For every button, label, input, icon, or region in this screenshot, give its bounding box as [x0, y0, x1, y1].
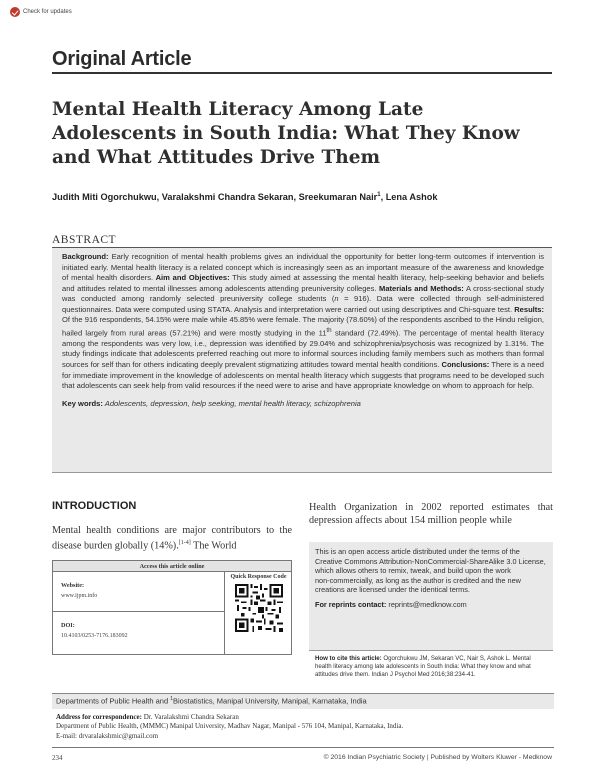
- website-row: [53, 572, 225, 612]
- qr-code-icon[interactable]: [235, 584, 283, 632]
- website-label: Website:: [61, 582, 85, 589]
- check-for-updates-badge[interactable]: [10, 7, 72, 17]
- introduction-text: [52, 524, 292, 552]
- authors-part-2: , Lena Ashok: [380, 192, 438, 203]
- methods-text-1: A cross‑sectional study was conducted among randomly selected preuniversity college students (: [62, 283, 545, 304]
- authors-affiliation-mark: 1: [377, 192, 381, 198]
- affiliation-bar: [52, 693, 554, 709]
- footer-rule: [52, 747, 554, 748]
- doi-label: DOI:: [61, 622, 75, 629]
- conclusions-label: Conclusions:: [439, 359, 490, 369]
- introduction-text-1: Mental health conditions are major contributors to the disease burden globally (14%).: [52, 525, 292, 552]
- abstract-text: [62, 252, 544, 392]
- license-text: This is an open access article distributed under the terms of the Creative Commons Attribution‑NonCommercial‑ShareAlike 3.0 License, which allows others to remix, tweak, and build upon the work non‑commercially, as long as the author is credited and the new creations are licensed under the identical terms.: [315, 547, 546, 595]
- access-box-details: [53, 572, 225, 654]
- results-text-1: Of the 916 respondents, 54.15% were male while 45.85% were female. The majority (78.60%) of the respondents ascribed to the Hindu religion, hailed largely from rural areas (57.21%) and were mostly studying in the 11: [62, 315, 544, 338]
- keywords-values: Adolescents, depression, help seeking, mental health literacy, schizophrenia: [102, 398, 361, 408]
- conclusions-text: There is a need for immediate improvement in the knowledge of adolescents on mental health literacy which suggests that programs need to be developed such that adolescents can seek help from valid resources if the need were to arise and have appropriate knowledge on whom to approach for help.: [62, 359, 544, 391]
- article-type-rule: [52, 72, 552, 74]
- access-box-body: [53, 572, 291, 654]
- article-title: Mental Health Literacy Among Late Adolescents in South India: What They Know and What Attitudes Drive Them: [52, 99, 520, 168]
- authors-part-1: Judith Miti Ogorchukwu, Varalakshmi Chandra Sekaran, Sreekumaran Nair: [52, 192, 378, 203]
- access-article-box: [52, 560, 292, 655]
- affiliation-mark: 1: [170, 696, 174, 702]
- address-name: Dr. Varalakshmi Chandra Sekaran: [141, 713, 239, 721]
- citation-label: How to cite this article:: [315, 655, 382, 662]
- qr-code-label: Quick Response Code: [230, 574, 287, 580]
- address-email[interactable]: E‑mail: drvaralakshmic@gmail.com: [56, 731, 159, 740]
- methods-label: Materials and Methods:: [376, 283, 464, 293]
- background-text: Early recognition of mental health problems gives an individual the opportunity for better long‑term outcomes if intervention is initiated early. Mental health literacy is a related concept which is increasingly seen as an important measure of the awareness and knowledge of mental health disorders.: [62, 252, 544, 283]
- citation-box: [309, 650, 553, 686]
- introduction-reference[interactable]: [1-4]: [178, 540, 191, 546]
- address-line-2: Department of Public Health, (MMMC) Manipal University, Madhav Nagar, Manipal ‑ 576 104, Manipal, Karnataka, India.: [56, 722, 404, 731]
- citation-text: Ogorchukwu JM, Sekaran VC, Nair S, Ashok L. Mental health literacy among late adolescents in South India: What they know and what attitudes drive them. Indian J Psychol Med 2016;38:234‑41.: [315, 655, 531, 679]
- affiliation-part-1: Departments of Public Health and: [56, 696, 171, 706]
- introduction-heading: INTRODUCTION: [52, 500, 137, 512]
- qr-code-panel: [226, 572, 291, 654]
- abstract-box: [52, 248, 552, 473]
- publisher-footer: © 2016 Indian Psychiatric Society | Published by Wolters Kluwer ‑ Medknow: [323, 754, 552, 761]
- page-number: 234: [52, 754, 63, 762]
- doi-row: [53, 612, 225, 654]
- reprints-contact: [315, 600, 547, 609]
- author-list: [52, 192, 437, 202]
- introduction-continued-text: Health Organization in 2002 reported estimates that depression affects about 154 million people while: [309, 502, 553, 526]
- license-box: [309, 542, 553, 650]
- article-type-heading: Original Article: [52, 48, 192, 70]
- reprints-email[interactable]: reprints@medknow.com: [386, 599, 467, 609]
- keywords: [62, 399, 544, 408]
- correspondence-address: [56, 713, 551, 741]
- check-updates-label: Check for updates: [23, 9, 72, 15]
- results-superscript: th: [326, 326, 332, 334]
- access-box-title: Access this article online: [53, 561, 291, 572]
- check-updates-icon: [10, 7, 20, 17]
- methods-text-2: = 916). Data were collected through self‑administered questionnaires. Data were computed using STATA. Analysis and interpretation were carried out using descriptives and Chi‑square test.: [62, 294, 544, 314]
- results-text-2: standard (72.49%). The percentage of mental health literacy among the respondents was very low, i.e., depression was identified by 29.04% and schizophrenia/psychosis was recognized by 1.31%. The study findings indicate that adolescents preferred reaching out more to informal sources including family members such as mothers than formal sources for self than for others indicating deeply prevalent stigmatizing attitudes toward mental health conditions.: [62, 328, 544, 369]
- keywords-label: Key words:: [62, 398, 103, 408]
- background-label: Background:: [62, 252, 109, 261]
- address-label: Address for correspondence:: [56, 713, 142, 721]
- address-line-1: [56, 713, 551, 722]
- abstract-heading: ABSTRACT: [52, 234, 117, 246]
- aim-text: This study aimed at assessing the mental health literacy, help‑seeking behavior and beliefs and attitudes related to mental illnesses among adolescents attending preuniversity colleges.: [62, 273, 544, 293]
- doi-link[interactable]: 10.4103/0253-7176.183092: [61, 633, 128, 639]
- introduction-text-2: The World: [190, 540, 237, 552]
- aim-label: Aim and Objectives:: [153, 273, 230, 283]
- affiliation-part-2: Biostatistics, Manipal University, Manipal, Karnataka, India: [173, 696, 367, 706]
- website-link[interactable]: www.ijpm.info: [61, 593, 98, 599]
- methods-n: n: [334, 294, 339, 304]
- reprints-label: For reprints contact:: [315, 599, 387, 609]
- results-label: Results:: [512, 304, 544, 314]
